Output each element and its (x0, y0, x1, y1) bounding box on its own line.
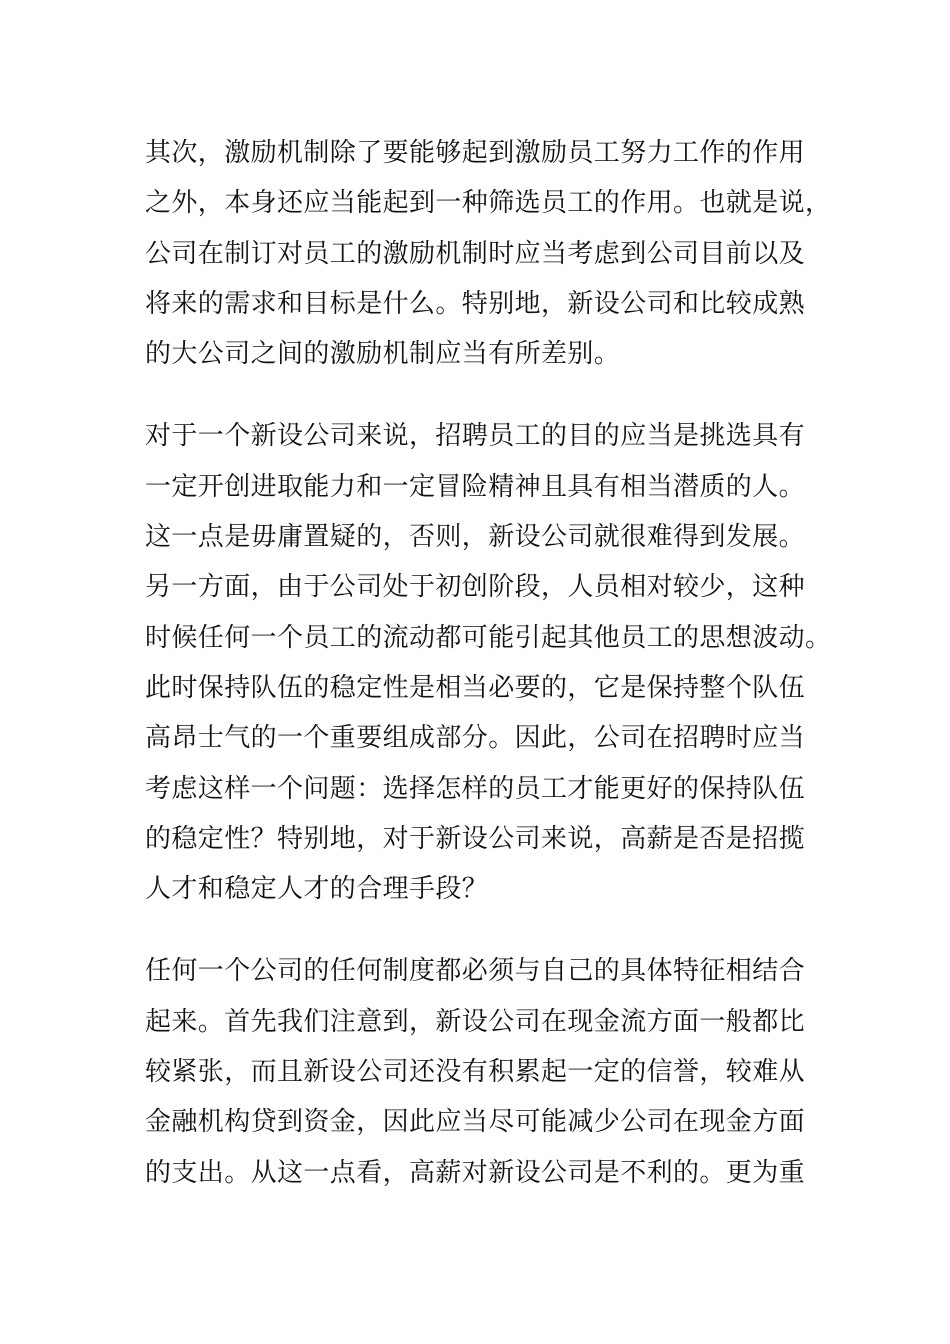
text-line: 的支出。从这一点看，高薪对新设公司是不利的。更为重 (145, 1157, 806, 1188)
paragraph-1 (145, 128, 832, 379)
text-line: 对于一个新设公司来说，招聘员工的目的应当是挑选具有 (145, 421, 806, 452)
text-line: 高昂士气的一个重要组成部分。因此，公司在招聘时应当 (145, 723, 806, 754)
text-line: 任何一个公司的任何制度都必须与自己的具体特征相结合 (145, 956, 806, 987)
text-line: 的大公司之间的激励机制应当有所差别。 (145, 339, 621, 370)
text-line: 将来的需求和目标是什么。特别地，新设公司和比较成熟 (145, 288, 806, 319)
text-line: 较紧张，而且新设公司还没有积累起一定的信誉，较难从 (145, 1057, 806, 1088)
text-line: 一定开创进取能力和一定冒险精神且具有相当潜质的人。 (145, 471, 806, 502)
paragraph-2 (145, 411, 832, 914)
text-line: 此时保持队伍的稳定性是相当必要的，它是保持整个队伍 (145, 672, 806, 703)
text-line: 公司在制订对员工的激励机制时应当考虑到公司目前以及 (145, 238, 806, 269)
paragraph-3 (145, 946, 815, 1197)
text-line: 的稳定性？特别地，对于新设公司来说，高薪是否是招揽 (145, 823, 806, 854)
text-line: 其次，激励机制除了要能够起到激励员工努力工作的作用 (145, 138, 806, 168)
text-line: 之外，本身还应当能起到一种筛选员工的作用。也就是说， (145, 188, 832, 219)
text-line: 考虑这样一个问题：选择怎样的员工才能更好的保持队伍 (145, 773, 806, 804)
text-line: 另一方面，由于公司处于初创阶段，人员相对较少，这种 (145, 572, 806, 603)
text-line: 时候任何一个员工的流动都可能引起其他员工的思想波动。 (145, 622, 832, 653)
text-line: 金融机构贷到资金，因此应当尽可能减少公司在现金方面 (145, 1107, 806, 1138)
text-line: 人才和稳定人才的合理手段？ (145, 874, 489, 905)
text-line: 这一点是毋庸置疑的，否则，新设公司就很难得到发展。 (145, 522, 806, 553)
text-line: 起来。首先我们注意到，新设公司在现金流方面一般都比 (145, 1006, 806, 1037)
document-body (145, 128, 832, 1230)
